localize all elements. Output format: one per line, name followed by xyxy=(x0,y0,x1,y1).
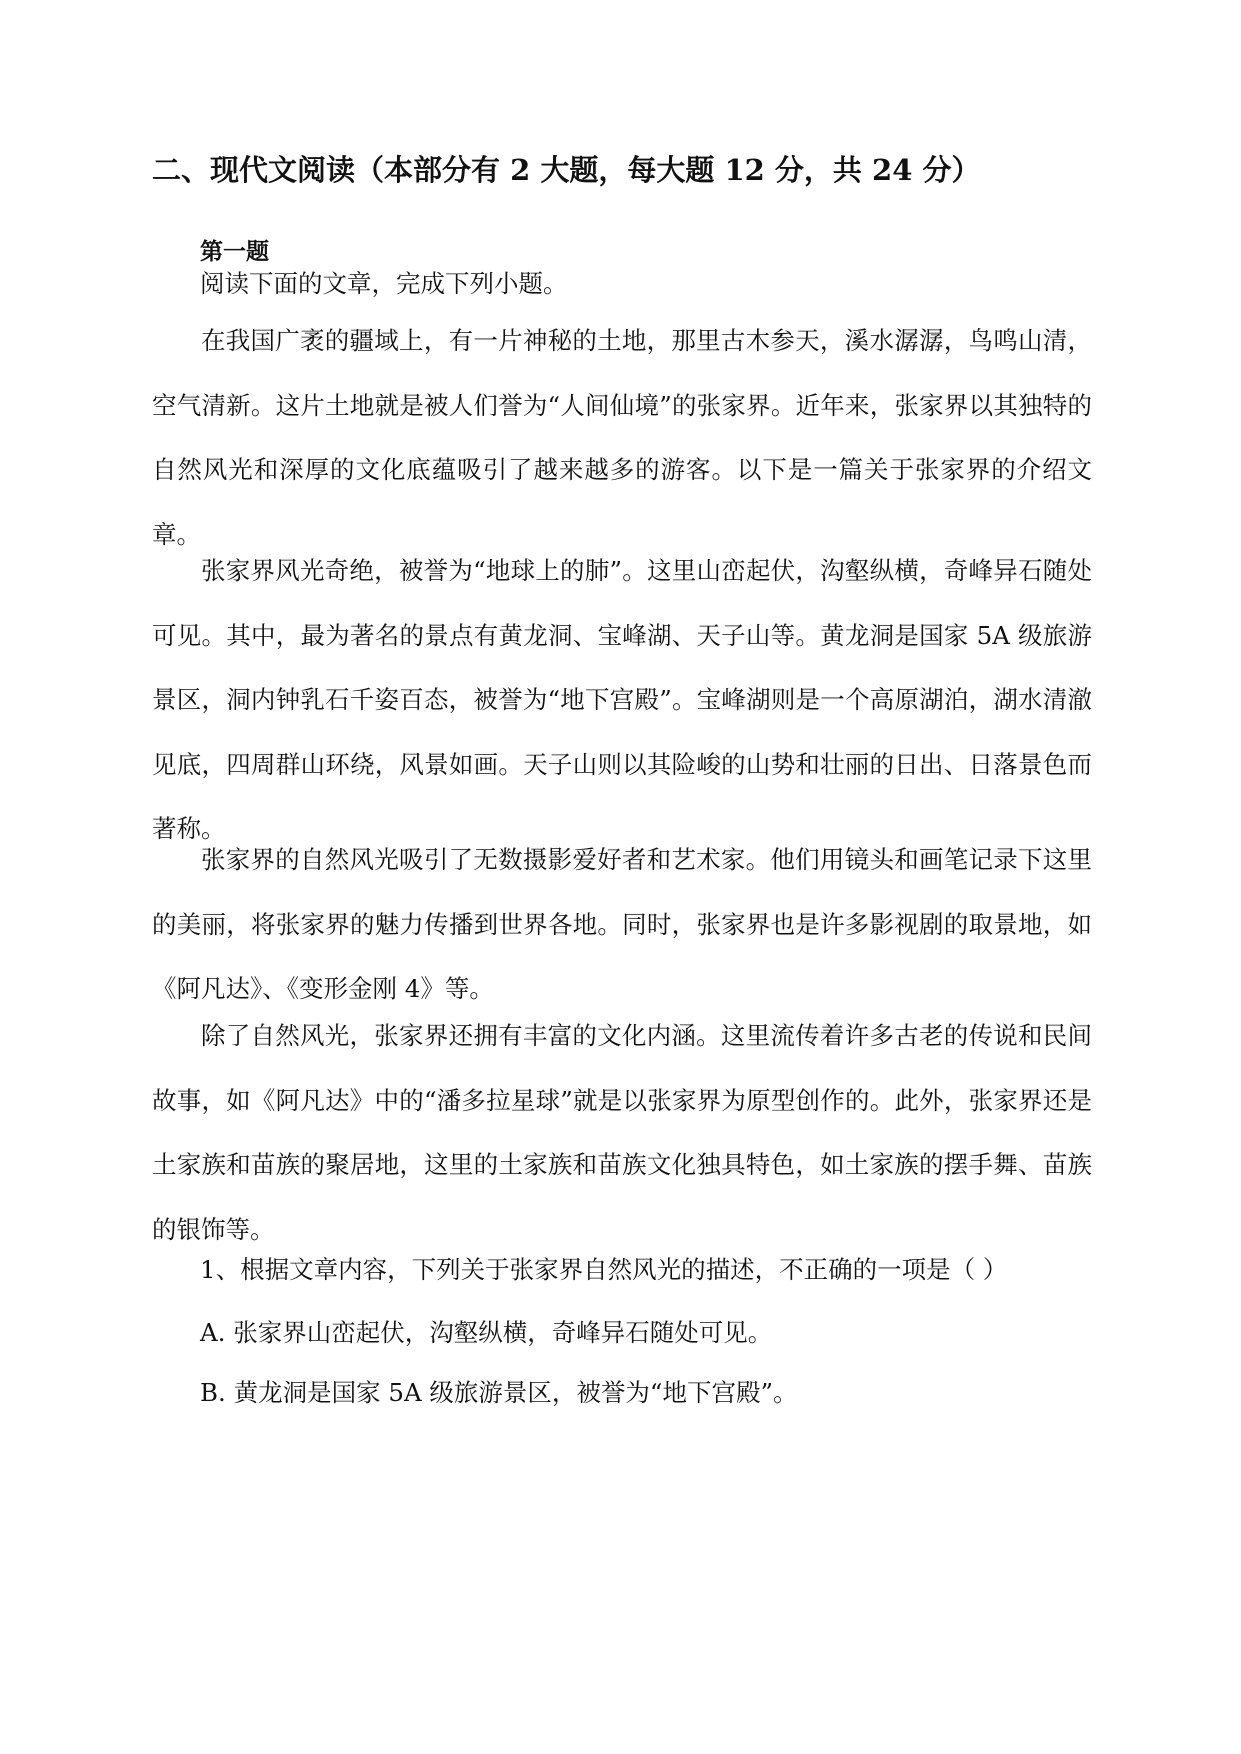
section-title: 二、现代文阅读（本部分有 2 大题，每大题 12 分，共 24 分） xyxy=(152,153,981,187)
question-1-option-b: B. 黄龙洞是国家 5A 级旅游景区，被誉为“地下宫殿”。 xyxy=(200,1378,798,1407)
article-paragraph-3: 张家界的自然风光吸引了无数摄影爱好者和艺术家。他们用镜头和画笔记录下这里的美丽，将张家界的魅力传播到世界各地。同时，张家界也是许多影视剧的取景地，如《阿凡达》、《变形金刚 4》等。 xyxy=(152,845,1092,1003)
article-paragraph-2: 张家界风光奇绝，被誉为“地球上的肺”。这里山峦起伏，沟壑纵横，奇峰异石随处可见。其中，最为著名的景点有黄龙洞、宝峰湖、天子山等。黄龙洞是国家 5A 级旅游景区，洞内钟乳石千姿百态，被誉为“地下宫殿”。宝峰湖则是一个高原湖泊，湖水清澈见底，四周群山环绕，风景如画。天子山则以其险峻的山势和壮丽的日出、日落景色而著称。 xyxy=(152,556,1092,843)
question-group-title: 第一题 xyxy=(200,238,269,265)
article-paragraph-1: 在我国广袤的疆域上，有一片神秘的土地，那里古木参天，溪水潺潺，鸟鸣山清，空气清新。这片土地就是被人们誉为“人间仙境”的张家界。近年来，张家界以其独特的自然风光和深厚的文化底蕴吸引了越来越多的游客。以下是一篇关于张家界的介绍文章。 xyxy=(152,326,1092,549)
reading-instruction: 阅读下面的文章，完成下列小题。 xyxy=(200,269,568,298)
article-paragraph-4: 除了自然风光，张家界还拥有丰富的文化内涵。这里流传着许多古老的传说和民间故事，如《阿凡达》中的“潘多拉星球”就是以张家界为原型创作的。此外，张家界还是土家族和苗族的聚居地，这里的土家族和苗族文化独具特色，如土家族的摆手舞、苗族的银饰等。 xyxy=(152,1021,1092,1244)
question-1-option-a: A. 张家界山峦起伏，沟壑纵横，奇峰异石随处可见。 xyxy=(200,1318,773,1347)
question-1-stem: 1、根据文章内容，下列关于张家界自然风光的描述，不正确的一项是（ ） xyxy=(200,1255,1008,1284)
